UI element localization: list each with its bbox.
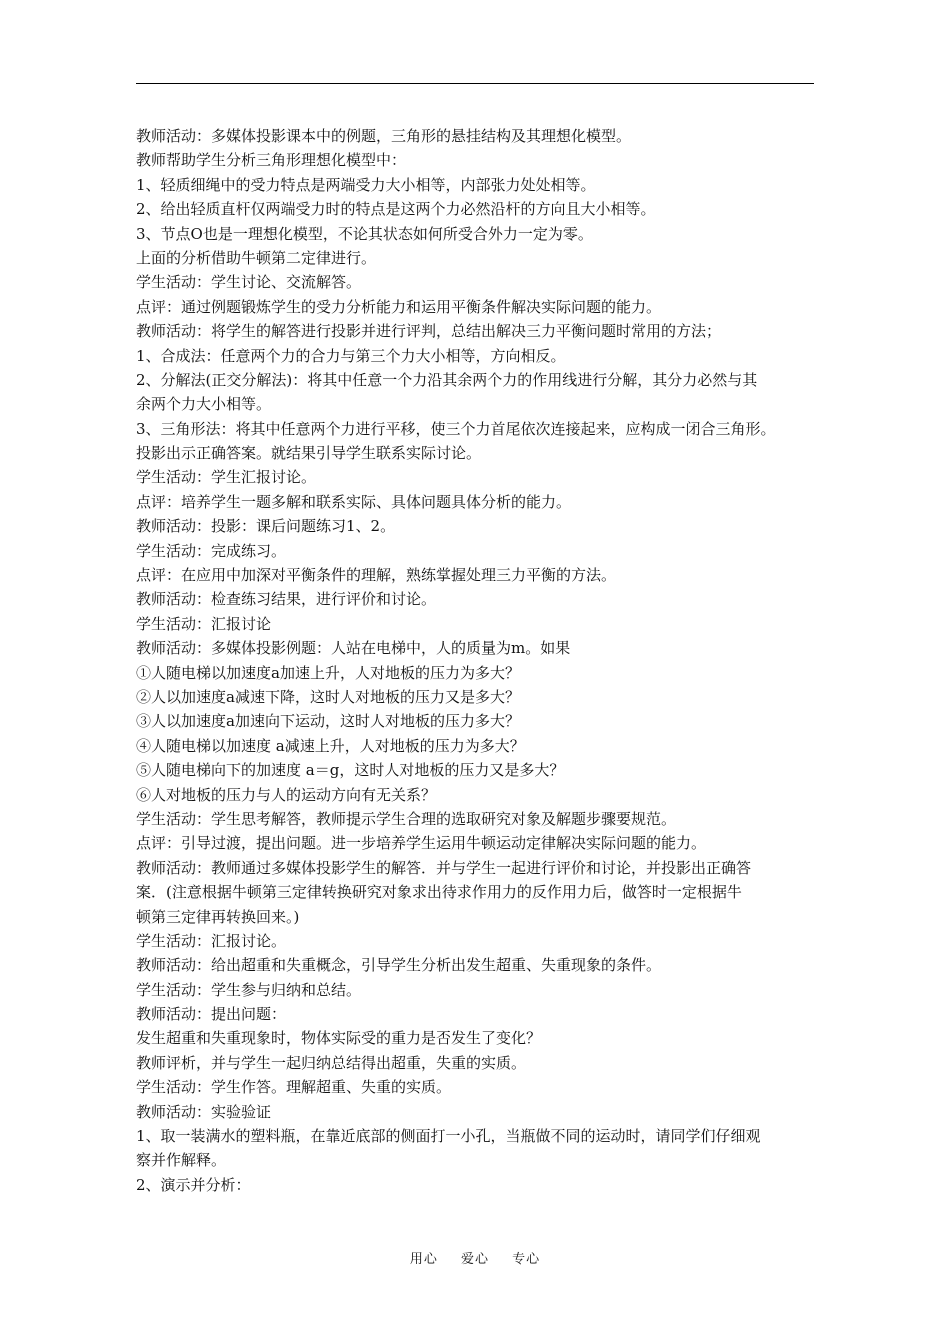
text-line: 学生活动：学生讨论、交流解答。 (136, 273, 362, 292)
text-line: 1、轻质细绳中的受力特点是两端受力大小相等，内部张力处处相等。 (136, 175, 596, 194)
text-line: 学生活动：汇报讨论 (136, 614, 272, 633)
text-line: 教师活动：多媒体投影课本中的例题，三角形的悬挂结构及其理想化模型。 (136, 127, 632, 145)
text-line: 学生活动：学生思考解答，教师提示学生合理的选取研究对象及解题步骤要规范。 (136, 809, 677, 828)
document-body (136, 124, 816, 1197)
text-line: 点评：培养学生一题多解和联系实际、具体问题具体分析的能力。 (136, 492, 572, 511)
text-line: 教师活动：给出超重和失重概念，引导学生分析出发生超重、失重现象的条件。 (136, 956, 662, 975)
text-line: 教师活动：提出问题： (136, 1005, 287, 1024)
text-line: 投影出示正确答案。就结果引导学生联系实际讨论。 (136, 444, 482, 463)
text-line: ①人随电梯以加速度a加速上升，人对地板的压力为多大？ (136, 663, 520, 682)
text-line: 点评：通过例题锻炼学生的受力分析能力和运用平衡条件解决实际问题的能力。 (136, 297, 662, 316)
text-line: 2、给出轻质直杆仅两端受力时的特点是这两个力必然沿杆的方向且大小相等。 (136, 200, 656, 219)
text-line: 学生活动：完成练习。 (136, 541, 287, 560)
text-line: 2、演示并分析： (136, 1175, 251, 1194)
text-line: 学生活动：汇报讨论。 (136, 931, 287, 950)
text-line: 点评：引导过渡，提出问题。进一步培养学生运用牛顿运动定律解决实际问题的能力。 (136, 834, 707, 853)
text-line: ⑥人对地板的压力与人的运动方向有无关系？ (136, 785, 437, 804)
text-line: 3、三角形法：将其中任意两个力进行平移，使三个力首尾依次连接起来，应构成一闭合三角形。 (136, 419, 776, 438)
text-line: 教师活动：检查练习结果，进行评价和讨论。 (136, 590, 437, 609)
text-line: ②人以加速度a减速下降，这时人对地板的压力又是多大？ (136, 687, 520, 706)
text-line: 教师活动：实验验证 (136, 1102, 272, 1121)
text-line: 1、合成法：任意两个力的合力与第三个力大小相等，方向相反。 (136, 346, 566, 365)
page-footer: 用心 爱心 专心 (409, 1252, 541, 1267)
text-line: 教师活动：投影：课后问题练习1、2。 (136, 517, 396, 536)
text-line: 3、节点O也是一理想化模型，不论其状态如何所受合外力一定为零。 (136, 224, 593, 243)
text-line: ④人随电梯以加速度 a减速上升，人对地板的压力为多大？ (136, 736, 525, 755)
text-line: 学生活动：学生参与归纳和总结。 (136, 980, 362, 999)
text-line: 教师评析，并与学生一起归纳总结得出超重，失重的实质。 (136, 1053, 527, 1072)
text-line: 教师活动：教师通过多媒体投影学生的解答．并与学生一起进行评价和讨论，并投影出正确答 (136, 858, 752, 877)
text-line: 2、分解法(正交分解法)：将其中任意一个力沿其余两个力的作用线进行分解，其分力必然与其 (136, 370, 758, 389)
text-line: 顿第三定律再转换回来。) (136, 907, 300, 926)
text-line: 教师活动：将学生的解答进行投影并进行评判，总结出解决三力平衡问题时常用的方法； (136, 322, 722, 341)
text-line: 学生活动：学生作答。理解超重、失重的实质。 (136, 1078, 452, 1097)
header-rule (136, 83, 814, 84)
text-line: 余两个力大小相等。 (136, 395, 272, 414)
text-line: ⑤人随电梯向下的加速度 a＝g，这时人对地板的压力又是多大？ (136, 761, 565, 780)
text-line: 1、取一装满水的塑料瓶，在靠近底部的侧面打一小孔，当瓶做不同的运动时，请同学们仔细观 (136, 1127, 761, 1146)
text-line: 学生活动：学生汇报讨论。 (136, 468, 317, 487)
text-line: ③人以加速度a加速向下运动，这时人对地板的压力多大？ (136, 712, 520, 731)
text-line: 教师帮助学生分析三角形理想化模型中： (136, 151, 407, 170)
text-line: 发生超重和失重现象时，物体实际受的重力是否发生了变化？ (136, 1029, 542, 1048)
text-line: 案．(注意根据牛顿第三定律转换研究对象求出待求作用力的反作用力后，做答时一定根据牛 (136, 883, 742, 902)
text-line: 教师活动：多媒体投影例题：人站在电梯中，人的质量为m。如果 (136, 639, 571, 658)
text-line: 察并作解释。 (136, 1151, 227, 1170)
text-line: 点评：在应用中加深对平衡条件的理解，熟练掌握处理三力平衡的方法。 (136, 566, 617, 585)
text-line: 上面的分析借助牛顿第二定律进行。 (136, 248, 377, 267)
